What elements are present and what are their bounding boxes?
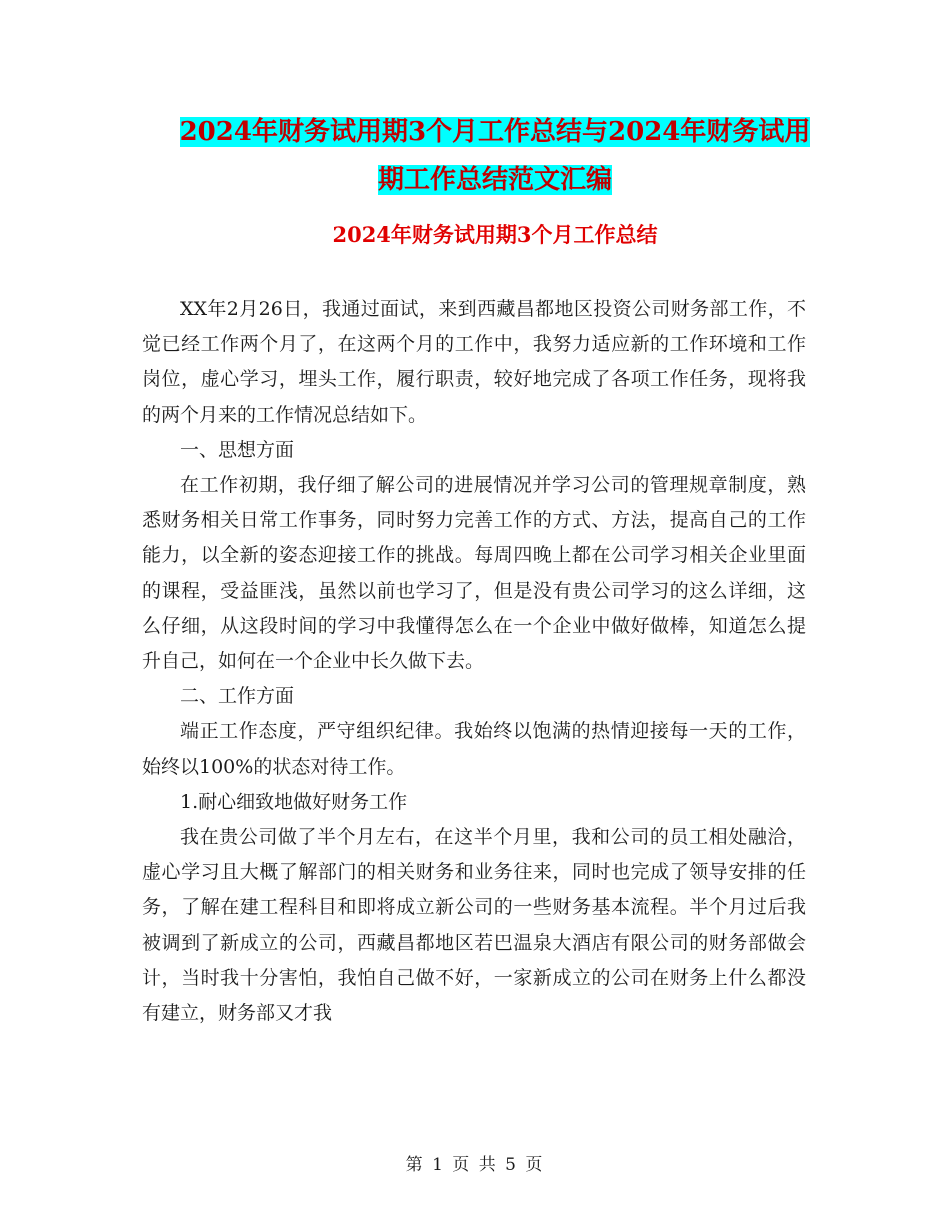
heading-work: 二、工作方面 bbox=[180, 685, 295, 708]
document-body bbox=[142, 292, 806, 1031]
subheading: 1.耐心细致地做好财务工作 bbox=[180, 790, 408, 813]
paragraph: 我在贵公司做了半个月左右，在这半个月里，我和公司的员工相处融洽，虚心学习且大概了解部门的相关财务和业务往来，同时也完成了领导安排的任务，了解在建工程科目和即将成立新公司的一些财务基本流程。半个月过后我被调到了新成立的公司，西藏昌都地区若巴温泉大酒店有限公司的财务部做会计，当时我十分害怕，我怕自己做不好，一家新成立的公司在财务上什么都没有建立，财务部又才我 bbox=[142, 826, 806, 1025]
title-line-2: 期工作总结范文汇编 bbox=[377, 165, 612, 195]
section-title: 2024年财务试用期3个月工作总结 bbox=[332, 222, 658, 247]
page-footer: 第 1 页 共 5 页 bbox=[405, 1155, 545, 1175]
document-title bbox=[140, 108, 850, 204]
paragraph: 在工作初期，我仔细了解公司的进展情况并学习公司的管理规章制度，熟悉财务相关日常工作事务，同时努力完善工作的方式、方法，提高自己的工作能力，以全新的姿态迎接工作的挑战。每周四晚上都在公司学习相关企业里面的课程，受益匪浅，虽然以前也学习了，但是没有贵公司学习的这么详细，这么仔细，从这段时间的学习中我懂得怎么在一个企业中做好做棒，知道怎么提升自己，如何在一个企业中长久做下去。 bbox=[142, 474, 806, 673]
paragraph: XX年2月26日，我通过面试，来到西藏昌都地区投资公司财务部工作，不觉已经工作两个月了，在这两个月的工作中，我努力适应新的工作环境和工作岗位，虚心学习，埋头工作，履行职责，较好地完成了各项工作任务，现将我的两个月来的工作情况总结如下。 bbox=[142, 298, 806, 426]
paragraph: 端正工作态度，严守组织纪律。我始终以饱满的热情迎接每一天的工作，始终以100%的状态对待工作。 bbox=[142, 720, 806, 778]
title-line-1: 2024年财务试用期3个月工作总结与2024年财务试用 bbox=[179, 117, 811, 147]
heading-thought: 一、思想方面 bbox=[180, 438, 295, 461]
